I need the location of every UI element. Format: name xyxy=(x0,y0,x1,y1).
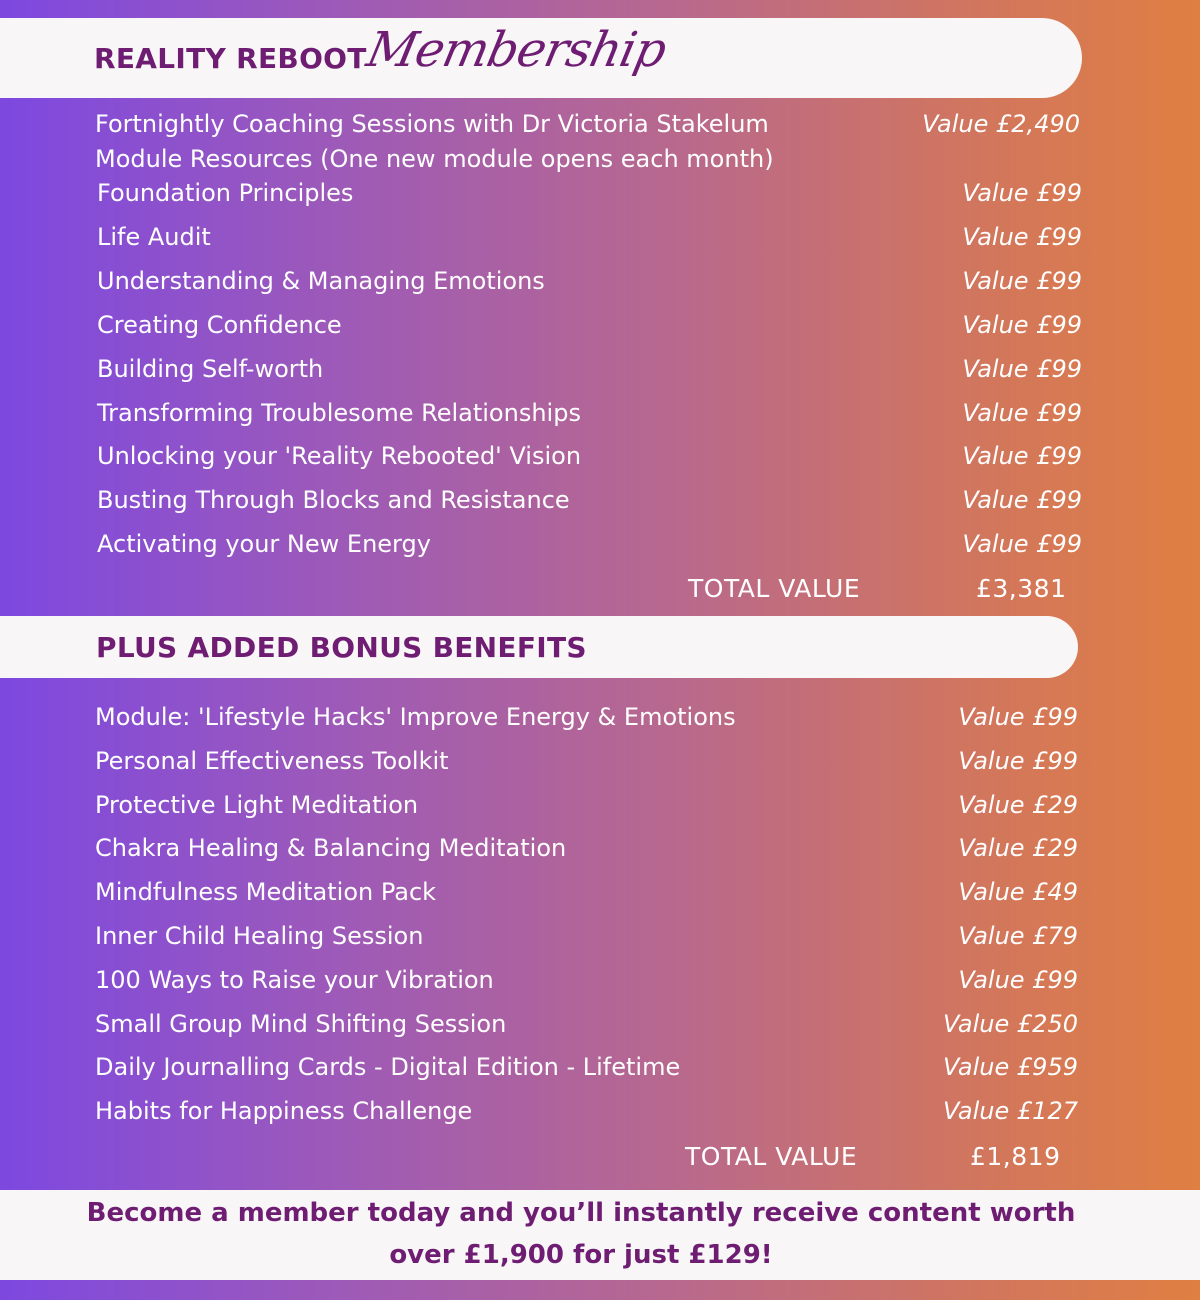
bonus-label: Protective Light Meditation xyxy=(95,790,419,819)
membership-total-value: £3,381 xyxy=(976,574,1067,603)
module-label: Foundation Principles xyxy=(97,179,354,207)
module-row xyxy=(0,442,1200,476)
module-value: Value £99 xyxy=(962,354,1082,383)
bonus-label: Mindfulness Meditation Pack xyxy=(95,878,437,907)
module-value: Value £99 xyxy=(962,530,1082,559)
module-value: Value £99 xyxy=(962,179,1082,207)
membership-banner xyxy=(0,18,1082,98)
module-row xyxy=(0,530,1200,564)
bonus-banner xyxy=(0,616,1078,678)
bonus-value: Value £49 xyxy=(958,878,1078,907)
bonus-value: Value £79 xyxy=(958,922,1078,950)
bonus-row xyxy=(0,1010,1200,1044)
module-row xyxy=(0,311,1200,345)
module-row xyxy=(0,179,1200,213)
bonus-row xyxy=(0,878,1200,912)
bonus-label: Daily Journalling Cards - Digital Edition - Lifetime xyxy=(95,1053,681,1082)
bonus-label: Personal Effectiveness Toolkit xyxy=(95,746,449,775)
bonus-row xyxy=(0,791,1200,825)
bonus-row xyxy=(0,834,1200,868)
bonus-title: PLUS ADDED BONUS BENEFITS xyxy=(96,631,587,664)
module-value: Value £99 xyxy=(962,442,1082,471)
bonus-value: Value £250 xyxy=(943,1009,1078,1038)
coaching-row xyxy=(0,110,1200,144)
bonus-label: Small Group Mind Shifting Session xyxy=(95,1009,507,1038)
bonus-label: Inner Child Healing Session xyxy=(95,922,424,950)
bonus-row xyxy=(0,966,1200,1000)
membership-title: REALITY REBOOT xyxy=(94,42,367,75)
module-label: Busting Through Blocks and Resistance xyxy=(97,486,570,515)
membership-script-title: Membership xyxy=(362,22,671,78)
bonus-label: 100 Ways to Raise your Vibration xyxy=(95,965,494,994)
coaching-row xyxy=(0,145,1200,179)
bonus-row xyxy=(0,1053,1200,1087)
bonus-label: Habits for Happiness Challenge xyxy=(95,1097,473,1126)
module-row xyxy=(0,355,1200,389)
bonus-total-label: TOTAL VALUE xyxy=(685,1142,858,1171)
bonus-label: Chakra Healing & Balancing Meditation xyxy=(95,834,567,863)
bonus-value: Value £959 xyxy=(943,1053,1078,1082)
bonus-label: Module: 'Lifestyle Hacks' Improve Energy & Emotions xyxy=(95,703,736,731)
coaching-value: Value £2,490 xyxy=(922,110,1080,138)
module-value: Value £99 xyxy=(962,310,1082,339)
bonus-value: Value £127 xyxy=(943,1097,1078,1126)
bonus-total-value: £1,819 xyxy=(970,1142,1061,1171)
module-label: Understanding & Managing Emotions xyxy=(97,266,545,295)
bonus-value: Value £99 xyxy=(958,746,1078,775)
bonus-value: Value £99 xyxy=(958,703,1078,731)
bonus-row xyxy=(0,1097,1200,1131)
module-label: Life Audit xyxy=(97,222,211,251)
module-value: Value £99 xyxy=(962,222,1082,251)
bonus-row xyxy=(0,922,1200,956)
module-label: Unlocking your 'Reality Rebooted' Vision xyxy=(97,442,582,471)
cta-line-2: over £1,900 for just £129! xyxy=(389,1240,773,1270)
module-value: Value £99 xyxy=(962,486,1082,515)
bonus-row xyxy=(0,747,1200,781)
bonus-value: Value £29 xyxy=(958,790,1078,819)
module-value: Value £99 xyxy=(962,398,1082,427)
module-row xyxy=(0,486,1200,520)
module-label: Transforming Troublesome Relationships xyxy=(97,398,581,427)
module-row xyxy=(0,399,1200,433)
bonus-value: Value £99 xyxy=(958,965,1078,994)
module-row xyxy=(0,223,1200,257)
module-value: Value £99 xyxy=(962,266,1082,295)
bonus-row xyxy=(0,703,1200,737)
module-label: Activating your New Energy xyxy=(97,530,431,559)
membership-total-label: TOTAL VALUE xyxy=(688,574,861,603)
module-label: Creating Confidence xyxy=(97,310,342,339)
cta-line-1: Become a member today and you’ll instantly receive content worth xyxy=(86,1198,1076,1228)
module-label: Building Self-worth xyxy=(97,354,324,383)
module-row xyxy=(0,267,1200,301)
coaching-label: Fortnightly Coaching Sessions with Dr Victoria Stakelum xyxy=(95,110,769,138)
coaching-label: Module Resources (One new module opens each month) xyxy=(95,145,774,173)
cta-footer xyxy=(0,1190,1200,1280)
bonus-value: Value £29 xyxy=(958,834,1078,863)
